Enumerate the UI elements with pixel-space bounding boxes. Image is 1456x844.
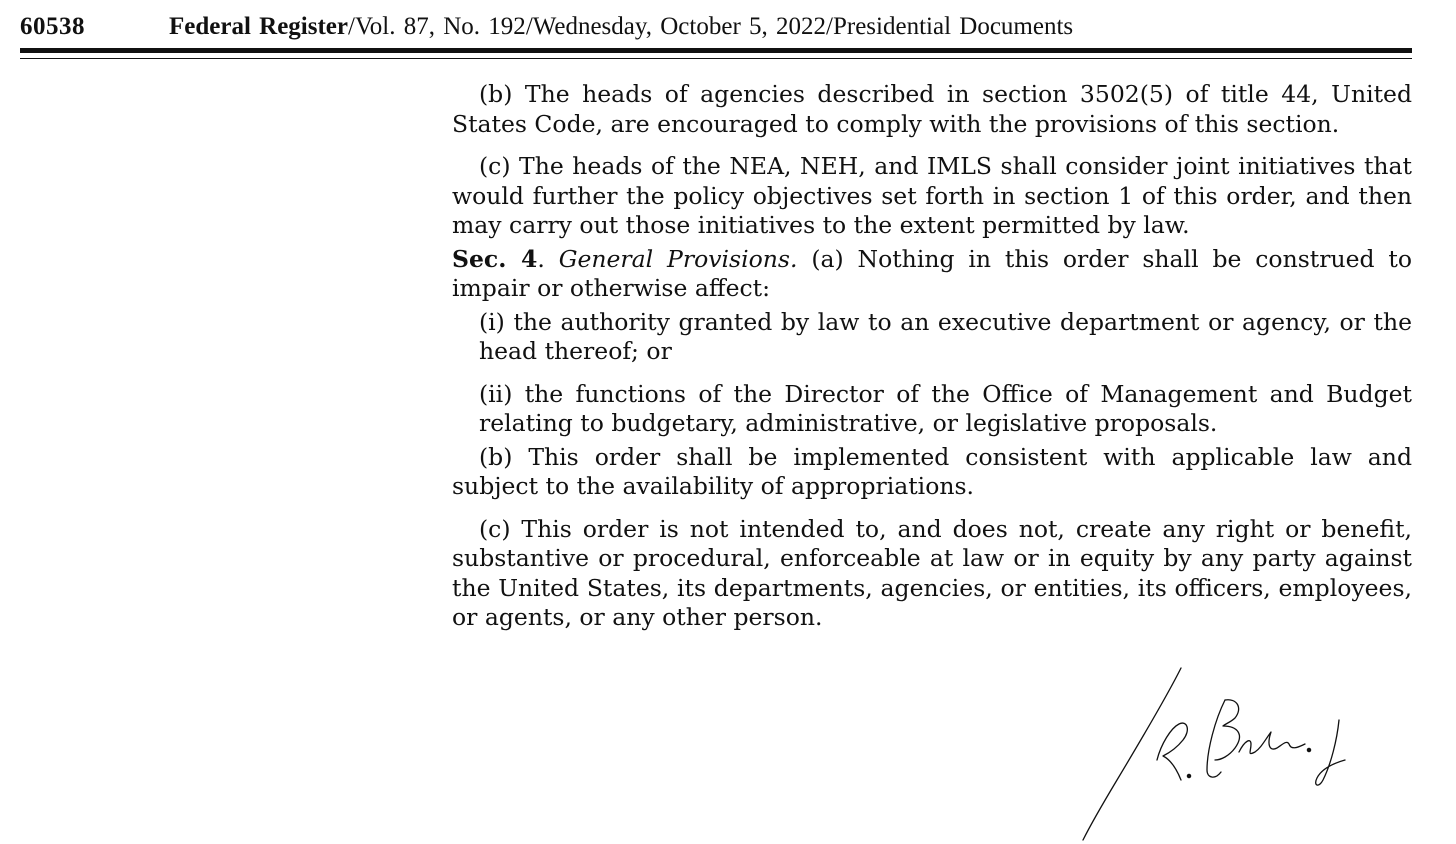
header-rule-thin (20, 58, 1412, 59)
document-body (452, 80, 1412, 633)
section-label: Sec. 4 (452, 244, 538, 273)
header-rule-thick (20, 48, 1412, 53)
paragraph-4a-i: (i) the authority granted by law to an executive department or agency, or the head thereof; or (479, 307, 1412, 365)
page-number: 60538 (20, 13, 85, 40)
register-title: Federal Register (169, 13, 349, 40)
publication-date: Wednesday, October 5, 2022 (532, 13, 827, 40)
section-4a-text: (a) Nothing in this order shall be construed to impair or otherwise affect: (452, 244, 1412, 302)
document-category: Presidential Documents (832, 13, 1074, 40)
section-4-heading-paragraph (452, 245, 1412, 304)
paragraph-4b: (b) This order shall be implemented consistent with applicable law and subject to the availability of appropriations. (452, 442, 1412, 500)
section-title: General Provisions. (558, 244, 798, 273)
running-head (169, 8, 1073, 46)
volume-number: Vol. 87, No. 192 (354, 13, 526, 40)
presidential-signature (1075, 660, 1355, 844)
paragraph-4c: (c) This order is not intended to, and does not, create any right or benefit, substantive or procedural, enforceable at law or in equity by any party against the United States, its departments, agencies, or entities, its officers, employees, or agents, or any other person. (452, 514, 1412, 631)
section-period: . (537, 244, 545, 273)
paragraph-4a-ii: (ii) the functions of the Director of the Office of Management and Budget relating to budgetary, administrative, or legislative proposals. (479, 379, 1412, 437)
header-separator: / (525, 13, 533, 40)
paragraph-3b: (b) The heads of agencies described in section 3502(5) of title 44, United States Code, are encouraged to comply with the provisions of this section. (452, 80, 1412, 138)
running-header (20, 8, 1412, 46)
paragraph-3c: (c) The heads of the NEA, NEH, and IMLS shall consider joint initiatives that would further the policy objectives set forth in section 1 of this order, and then may carry out those initiatives to the extent permitted by law. (452, 152, 1412, 239)
header-separator: / (826, 13, 833, 40)
header-separator: / (348, 13, 355, 40)
